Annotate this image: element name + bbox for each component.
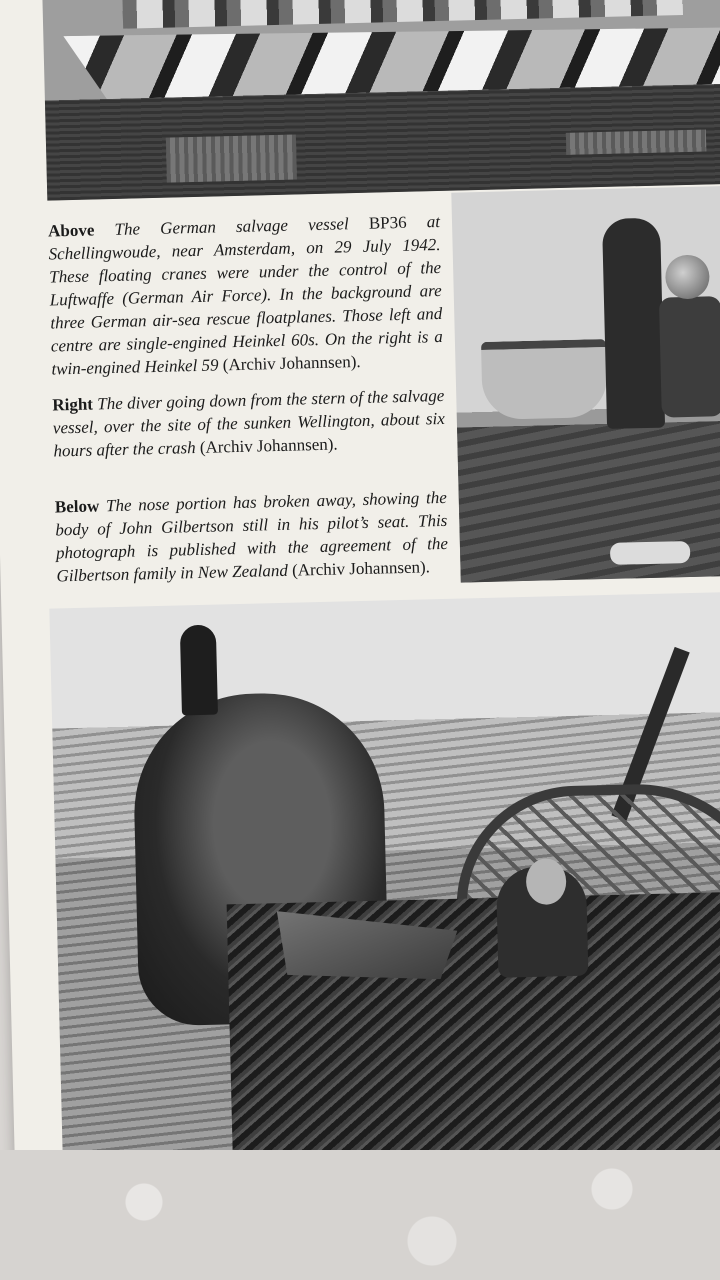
crewman-figure [602, 218, 665, 429]
diver-figure [659, 296, 720, 417]
floating-raft [166, 134, 297, 182]
diver-photo [451, 185, 720, 582]
floating-raft [566, 129, 706, 154]
vessel-id: BP36 [368, 212, 407, 233]
deck-bottle [610, 541, 691, 565]
caption-credit: (Archiv Johannsen). [222, 351, 361, 375]
caption-right [52, 384, 446, 463]
vessel-superstructure [122, 0, 683, 29]
caption-body-continued: at Schellingwoude, near Amsterdam, on 29 July 1942. These floating cranes were under the control of the Luftwaffe (German Air Force). In the background are three German air-sea rescue floatplanes. Those left and centre are single-engined Heinkel 60s. On the right is a twin-engined Heinkel 59 [48, 211, 444, 379]
caption-credit: (Archiv Johannsen). [291, 557, 431, 580]
caption-lead: Right [52, 394, 94, 415]
caption-credit: (Archiv Johannsen). [199, 434, 338, 457]
caption-above [48, 210, 444, 381]
propeller-blade [180, 625, 218, 716]
caption-body: The nose portion has broken away, showing the body of John Gilbertson still in his pilot’s seat. This photograph is published with the agreement of the Gilbertson family in New Zealand [55, 487, 449, 586]
rowing-boat [481, 339, 608, 420]
caption-lead: Below [54, 496, 100, 517]
caption-body: The diver going down from the stern of the salvage vessel, over the site of the sunken Wellington, about six hours after the crash [52, 385, 446, 461]
salvage-vessel-photo [42, 0, 720, 201]
caption-lead: Above [47, 220, 95, 241]
wellington-wreck-photo [49, 591, 720, 1168]
diving-helmet [665, 254, 710, 299]
caption-body: The German salvage vessel [114, 214, 349, 239]
caption-below [55, 486, 449, 588]
tablecloth [0, 1150, 720, 1280]
